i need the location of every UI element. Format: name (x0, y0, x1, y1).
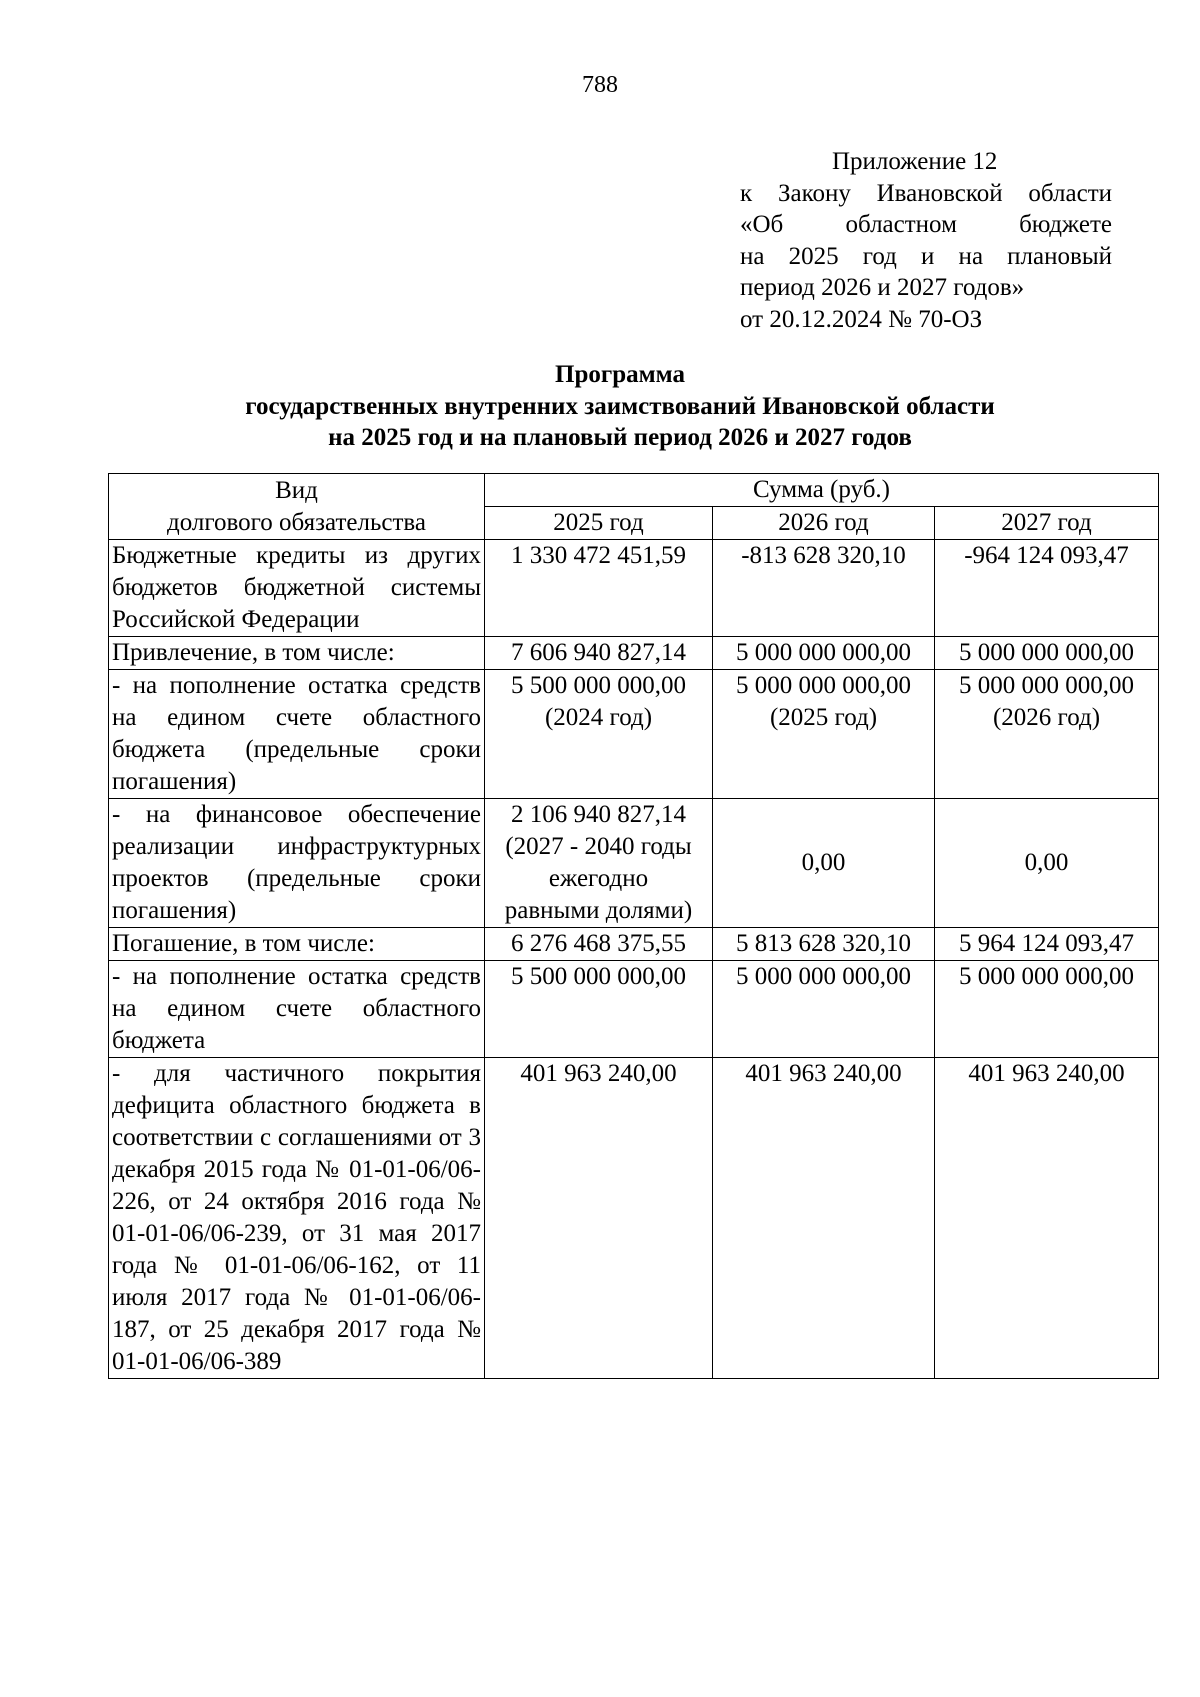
title-line: государственных внутренних заимствований Ивановской области (245, 392, 995, 420)
annex-line: к Закону Ивановской области (740, 179, 1112, 207)
row-name: Бюджетные кредиты из других бюджетов бюджетной системы Российской Федерации (109, 540, 485, 637)
page-number: 788 (582, 72, 618, 98)
value-2027: -964 124 093,47 (935, 540, 1159, 637)
header-year-2027: 2027 год (935, 507, 1159, 540)
value-2025: 6 276 468 375,55 (485, 928, 713, 961)
table-row (109, 799, 1159, 928)
repayment-term: (2027 - 2040 годы (505, 833, 692, 860)
table-header-row (109, 474, 1159, 507)
value-2026: 5 000 000 000,00 (713, 961, 935, 1058)
value-2026: 5 000 000 000,00 (2025 год) (713, 670, 935, 799)
annex-line: «Об областном бюджете (740, 211, 1112, 238)
annex-line: период 2026 и 2027 годов» (740, 274, 1025, 301)
value-2027: 0,00 (935, 799, 1159, 928)
row-name: - на финансовое обеспечение реализации инфраструктурных проектов (предельные сроки погашения) (109, 799, 485, 928)
header-year-2025: 2025 год (485, 507, 713, 540)
annex-block (740, 146, 1112, 335)
value-2027: 5 000 000 000,00 (935, 961, 1159, 1058)
header-year-2026: 2026 год (713, 507, 935, 540)
row-name: Привлечение, в том числе: (109, 637, 485, 670)
value-2026: 5 000 000 000,00 (713, 637, 935, 670)
value-2027: 401 963 240,00 (935, 1058, 1159, 1379)
value-2027: 5 964 124 093,47 (935, 928, 1159, 961)
header-debt-type: Вид долгового обязательства (109, 474, 485, 540)
value-2027: 5 000 000 000,00 (2026 год) (935, 670, 1159, 799)
value-2026: 0,00 (713, 799, 935, 928)
value-2025: 7 606 940 827,14 (485, 637, 713, 670)
title-line: Программа (555, 361, 685, 388)
table-row (109, 540, 1159, 637)
title-line: на 2025 год и на плановый период 2026 и 2027 годов (328, 424, 912, 451)
repayment-term: (2024 год) (544, 704, 653, 731)
value-2026: -813 628 320,10 (713, 540, 935, 637)
repayment-term: (2025 год) (769, 704, 878, 731)
annex-line: от 20.12.2024 № 70-ОЗ (740, 305, 983, 333)
table-row (109, 670, 1159, 799)
value-2026: 401 963 240,00 (713, 1058, 935, 1379)
value-2027: 5 000 000 000,00 (935, 637, 1159, 670)
row-name: - на пополнение остатка средств на едином счете областного бюджета (предельные сроки погашения) (109, 670, 485, 799)
table-row (109, 961, 1159, 1058)
value-2025: 5 500 000 000,00 (485, 961, 713, 1058)
value-2026: 5 813 628 320,10 (713, 928, 935, 961)
document-title (0, 359, 1200, 454)
repayment-term: (2026 год) (992, 704, 1101, 731)
repayment-term: равными долями) (504, 897, 693, 924)
row-name: - для частичного покрытия дефицита областного бюджета в соответствии с соглашениями от 3 декабря 2015 года № 01-01-06/06-226, от 24 октября 2016 года № 01-01-06/06-239, от 31 мая 2017 года № 01-01-06/06-162, от 11 июля 2017 года № 01-01-06/06-187, от 25 декабря 2017 года № 01-01-06/06-389 (109, 1058, 485, 1379)
header-sum: Сумма (руб.) (485, 474, 1159, 507)
value-2025: 5 500 000 000,00 (2024 год) (485, 670, 713, 799)
annex-line: на 2025 год и на плановый (740, 242, 1112, 270)
row-name: - на пополнение остатка средств на едином счете областного бюджета (109, 961, 485, 1058)
borrowings-table (108, 473, 1159, 1379)
repayment-term: ежегодно (548, 865, 649, 892)
value-2025: 1 330 472 451,59 (485, 540, 713, 637)
row-name: Погашение, в том числе: (109, 928, 485, 961)
table-row (109, 928, 1159, 961)
table-row (109, 1058, 1159, 1379)
table-row (109, 637, 1159, 670)
value-2025: 401 963 240,00 (485, 1058, 713, 1379)
annex-line: Приложение 12 (832, 148, 998, 175)
value-2025: 2 106 940 827,14 (2027 - 2040 годы ежегодно равными долями) (485, 799, 713, 928)
